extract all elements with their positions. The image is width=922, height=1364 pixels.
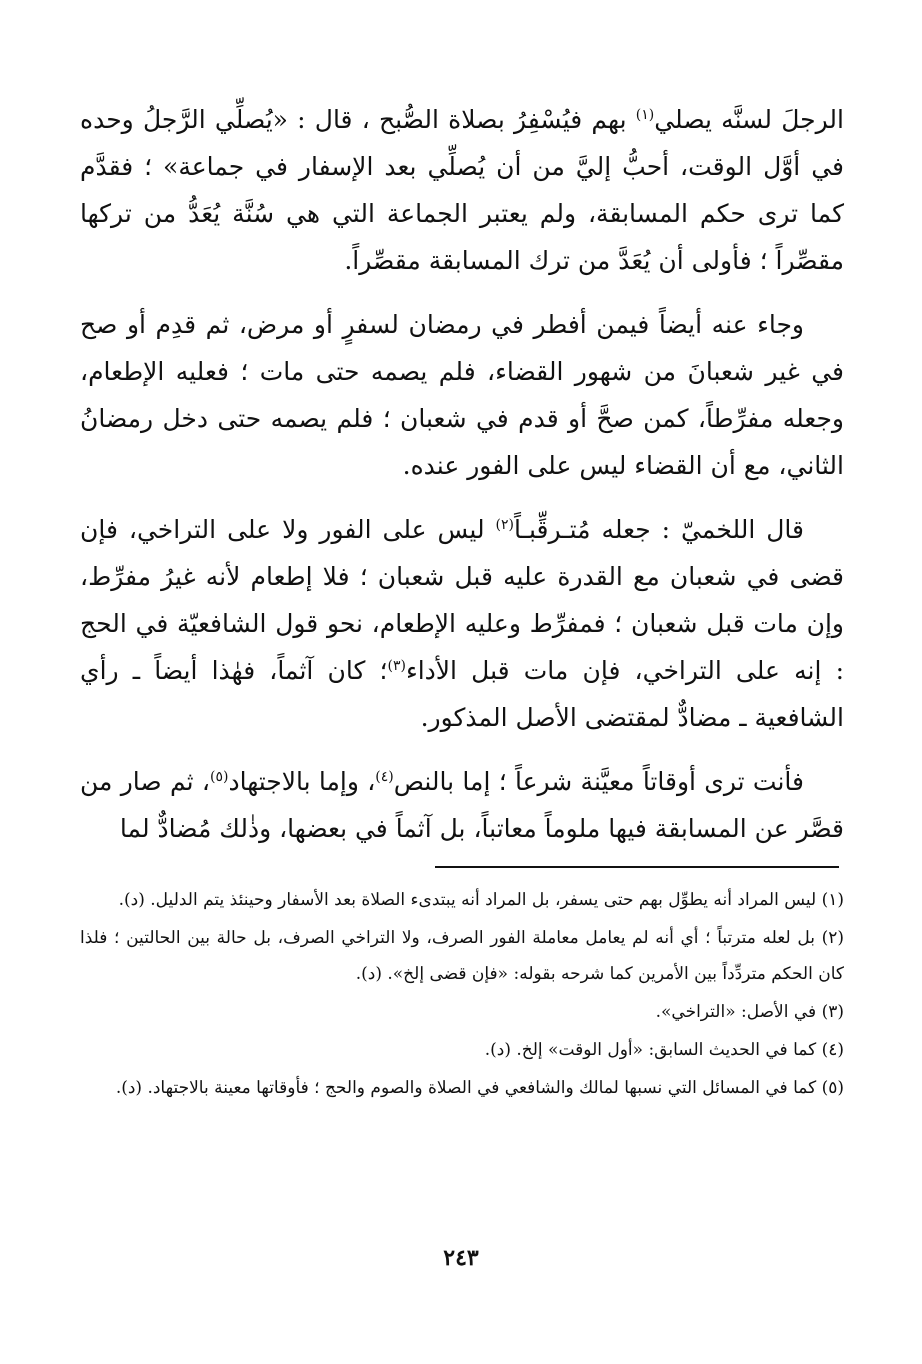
footnote-ref-4[interactable]: (٤) [375, 769, 394, 785]
paragraph-2: وجاء عنه أيضاً فيمن أفطر في رمضان لسفرٍ أو مرض، ثم قدِم أو صح في غير شعبانَ من شهور القضاء، فلم يصمه حتى مات ؛ فعليه الإطعام، وجعله مفرِّطاً، كمن صحَّ أو قدم في شعبان ؛ فلم يصمه حتى دخل رمضانُ الثاني، مع أن القضاء ليس على الفور عنده. [80, 310, 844, 480]
paragraph-text: ؛ كان آثماً، فهٰذا أيضاً ـ رأي الشافعية ـ مضادٌّ لمقتضى الأصل المذكور. [80, 656, 844, 732]
footnote-ref-5[interactable]: (٥) [209, 769, 229, 785]
footnote-4: (٤) كما في الحديث السابق: «أول الوقت» إلخ. (د). [484, 1040, 844, 1060]
paragraph-text: فأنت ترى أوقاتاً معيَّنة شرعاً ؛ إما بالنص [393, 767, 805, 796]
footnote-2: (٢) بل لعله مترتباً ؛ أي أنه لم يعامل معاملة الفور الصرف، ولا التراخي الصرف، بل حالة بين الحالتين ؛ فلذا كان الحكم متردِّداً بين الأمرين كما شرحه بقوله: «فإن قضى إلخ». (د). [80, 928, 844, 984]
footnote-5: (٥) كما في المسائل التي نسبها لمالك والشافعي في الصلاة والصوم والحج ؛ فأوقاتها معينة بالاجتهاد. (د). [115, 1078, 844, 1098]
main-text [80, 96, 844, 869]
footnote-ref-3[interactable]: (٣) [387, 658, 406, 674]
paragraph-text: قال اللخميّ : جعله مُتـرقِّبـاً [514, 515, 804, 544]
page-number: ٢٤٣ [443, 1245, 479, 1271]
footnote-separator [435, 866, 839, 868]
footnotes [80, 882, 844, 1108]
footnote-3: (٣) في الأصل: «التراخي». [655, 1002, 844, 1022]
paragraph-3 [80, 506, 844, 741]
paragraph-text: ، وإما بالاجتهاد [228, 767, 376, 796]
paragraph-text: بهم فيُسْفِرُ بصلاة الصُّبح ، قال : «يُصلِّي الرَّجلُ وحده في أوَّل الوقت، أحبُّ إليَّ من أن يُصلِّي بعد الإسفار في جماعة» ؛ فقدَّم كما ترى حكم المسابقة، ولم يعتبر الجماعة التي هي سُنَّة يُعَدُّ من تركها مقصِّراً ؛ فأولى أن يُعَدَّ من ترك المسابقة مقصِّراً. [80, 105, 844, 275]
paragraph-text: ليس على الفور ولا على التراخي، فإن قضى في شعبان مع القدرة عليه قبل شعبان ؛ فلا إطعام لأنه غيرُ مفرِّط، وإن مات قبل شعبان ؛ فمفرِّط وعليه الإطعام، نحو قول الشافعيّة في الحج : إنه على التراخي، فإن مات قبل الأداء [80, 515, 845, 685]
footnote-1: (١) ليس المراد أنه يطوِّل بهم حتى يسفر، بل المراد أنه يبتدىء الصلاة بعد الأسفار وحينئذ يتم الدليل. (د). [118, 890, 844, 910]
footnote-ref-1[interactable]: (١) [635, 107, 655, 123]
paragraph-text: الرجلَ لسنَّه يصلي [654, 105, 844, 134]
footnote-ref-2[interactable]: (٢) [495, 517, 515, 533]
paragraph-4 [80, 758, 844, 852]
paragraph-1 [80, 96, 844, 284]
paragraph-text: ، ثم صار من قصَّر عن المسابقة فيها ملوماً معاتباً، بل آثماً في بعضها، وذٰلك مُضادٌّ لما [80, 767, 844, 843]
